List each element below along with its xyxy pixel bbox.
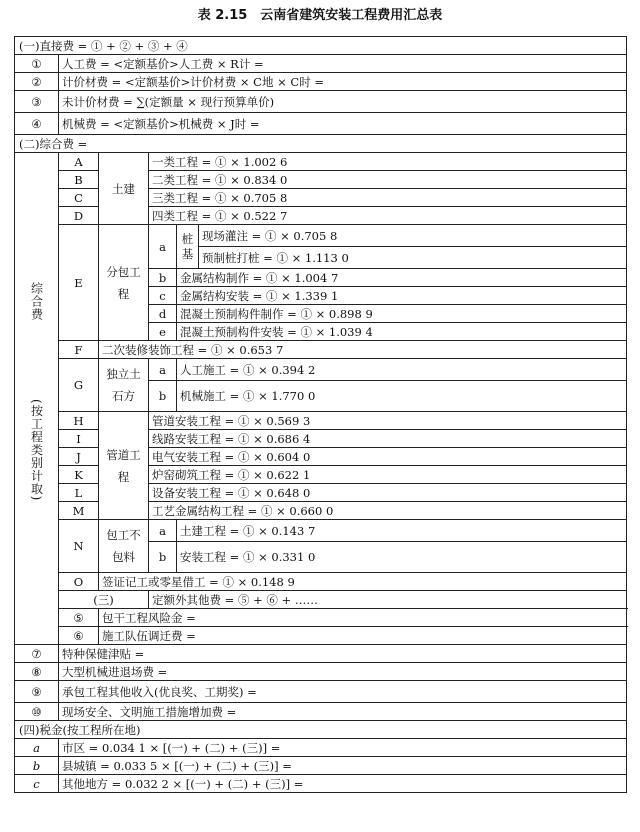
table-row xyxy=(15,663,627,681)
row-text: 金属结构制作 = ① × 1.004 7 xyxy=(177,269,627,287)
table-row xyxy=(15,775,627,793)
table-row xyxy=(15,37,627,55)
table-row xyxy=(15,91,627,113)
table-row xyxy=(15,113,627,135)
row-text: 工艺金属结构工程 = ① × 0.660 0 xyxy=(149,502,627,520)
row-text: 人工费 = <定额基价>人工费 × R计 = xyxy=(59,55,627,73)
section1-header: (一)直接费 = ① + ② + ③ + ④ xyxy=(15,37,627,55)
row-text: 二类工程 = ① × 0.834 0 xyxy=(149,171,627,189)
row-text: 二次装修装饰工程 = ① × 0.653 7 xyxy=(99,341,627,359)
table-row xyxy=(15,703,627,721)
row-text: 承包工程其他收入(优良奖、工期奖) = xyxy=(59,681,627,703)
row-text: 金属结构安装 = ① × 1.339 1 xyxy=(177,287,627,305)
table-row xyxy=(15,55,627,73)
row-text: 安装工程 = ① × 0.331 0 xyxy=(177,542,627,573)
row-text: 现场灌注 = ① × 0.705 8 xyxy=(199,225,627,247)
sub-code: e xyxy=(149,323,177,341)
category-code: I xyxy=(59,430,99,448)
table-row xyxy=(15,73,627,91)
row-text: 县城镇 = 0.033 5 × [(一) + (二) + (三)] = xyxy=(59,757,627,775)
table-row xyxy=(15,341,627,359)
row-text: 炉窑砌筑工程 = ① × 0.622 1 xyxy=(149,466,627,484)
pile-label: 桩基 xyxy=(177,225,199,269)
row-number: ① xyxy=(15,55,59,73)
row-number: ⑩ xyxy=(15,703,59,721)
table-row xyxy=(15,739,627,757)
row-text: 计价材费 = <定额基价>计价材费 × C地 × C时 = xyxy=(59,73,627,91)
row-number: ③ xyxy=(15,91,59,113)
section3-header: (三) xyxy=(59,591,149,609)
row-text: 现场安全、文明施工措施增加费 = xyxy=(59,703,627,721)
table-row xyxy=(15,627,627,645)
category-code: K xyxy=(59,466,99,484)
sub-code: a xyxy=(149,359,177,381)
category-code: H xyxy=(59,412,99,430)
table-row xyxy=(15,645,627,663)
category-code: M xyxy=(59,502,99,520)
side-label-cell xyxy=(15,153,59,645)
group-label-tujian: 土建 xyxy=(99,153,149,225)
row-number: ④ xyxy=(15,113,59,135)
category-code: O xyxy=(59,573,99,591)
row-text: 线路安装工程 = ① × 0.686 4 xyxy=(149,430,627,448)
row-text: 人工施工 = ① × 0.394 2 xyxy=(177,359,627,381)
row-number: ⑧ xyxy=(15,663,59,681)
category-code: A xyxy=(59,153,99,171)
row-text: 管道安装工程 = ① × 0.569 3 xyxy=(149,412,627,430)
row-number: ⑨ xyxy=(15,681,59,703)
sub-code: b xyxy=(149,542,177,573)
section4-header: (四)税金(按工程所在地) xyxy=(15,721,627,739)
row-text: 电气安装工程 = ① × 0.604 0 xyxy=(149,448,627,466)
table-row xyxy=(15,135,627,153)
row-text: 设备安装工程 = ① × 0.648 0 xyxy=(149,484,627,502)
table-row xyxy=(15,153,627,171)
side-label-bottom: (按工程类别计取) xyxy=(29,399,44,502)
row-number: b xyxy=(15,757,59,775)
side-label-top: 综合费 xyxy=(29,282,44,321)
row-number: ⑥ xyxy=(59,627,99,645)
table-row xyxy=(15,359,627,381)
row-text: 机械施工 = ① × 1.770 0 xyxy=(177,381,627,412)
row-text: 土建工程 = ① × 0.143 7 xyxy=(177,520,627,542)
sub-code: a xyxy=(149,225,177,269)
row-text: 三类工程 = ① × 0.705 8 xyxy=(149,189,627,207)
table-row xyxy=(15,681,627,703)
table-row xyxy=(15,757,627,775)
table-row xyxy=(15,609,627,627)
row-text: 未计价材费 = ∑(定额量 × 现行预算单价) xyxy=(59,91,627,113)
category-code: C xyxy=(59,189,99,207)
category-code: J xyxy=(59,448,99,466)
group-label-pipe: 管道工程 xyxy=(99,412,149,520)
table-title: 表 2.15 云南省建筑安装工程费用汇总表 xyxy=(197,8,443,23)
fee-summary-table xyxy=(14,36,627,793)
row-text: 机械费 = <定额基价>机械费 × J时 = xyxy=(59,113,627,135)
row-text: 预制桩打桩 = ① × 1.113 0 xyxy=(199,247,627,269)
sub-code: a xyxy=(149,520,177,542)
row-text: 混凝土预制构件安装 = ① × 1.039 4 xyxy=(177,323,627,341)
category-code: L xyxy=(59,484,99,502)
row-text: 签证记工或零星借工 = ① × 0.148 9 xyxy=(99,573,627,591)
group-label-fenbao: 分包工程 xyxy=(99,225,149,341)
section2-header: (二)综合费 = xyxy=(15,135,627,153)
row-text: 混凝土预制构件制作 = ① × 0.898 9 xyxy=(177,305,627,323)
table-row xyxy=(15,225,627,247)
group-label-tushifang: 独立土石方 xyxy=(99,359,149,412)
row-text: 市区 = 0.034 1 × [(一) + (二) + (三)] = xyxy=(59,739,627,757)
row-text: 包干工程风险金 = xyxy=(99,609,627,627)
table-row xyxy=(15,591,627,609)
table-row xyxy=(15,721,627,739)
row-text: 大型机械进退场费 = xyxy=(59,663,627,681)
table-row xyxy=(15,412,627,430)
row-text: 定额外其他费 = ⑤ + ⑥ + …… xyxy=(149,591,627,609)
row-number: ⑤ xyxy=(59,609,99,627)
row-number: c xyxy=(15,775,59,793)
table-row xyxy=(15,520,627,542)
sub-code: b xyxy=(149,269,177,287)
row-text: 施工队伍调迁费 = xyxy=(99,627,627,645)
sub-code: d xyxy=(149,305,177,323)
row-number: ⑦ xyxy=(15,645,59,663)
category-code: G xyxy=(59,359,99,412)
category-code: F xyxy=(59,341,99,359)
row-number: a xyxy=(15,739,59,757)
category-code: E xyxy=(59,225,99,341)
table-row xyxy=(15,573,627,591)
row-text: 四类工程 = ① × 0.522 7 xyxy=(149,207,627,225)
sub-code: c xyxy=(149,287,177,305)
row-text: 特种保健津贴 = xyxy=(59,645,627,663)
sub-code: b xyxy=(149,381,177,412)
category-code: N xyxy=(59,520,99,573)
row-number: ② xyxy=(15,73,59,91)
category-code: D xyxy=(59,207,99,225)
row-text: 一类工程 = ① × 1.002 6 xyxy=(149,153,627,171)
row-text: 其他地方 = 0.032 2 × [(一) + (二) + (三)] = xyxy=(59,775,627,793)
category-code: B xyxy=(59,171,99,189)
group-label-baogong: 包工不包料 xyxy=(99,520,149,573)
